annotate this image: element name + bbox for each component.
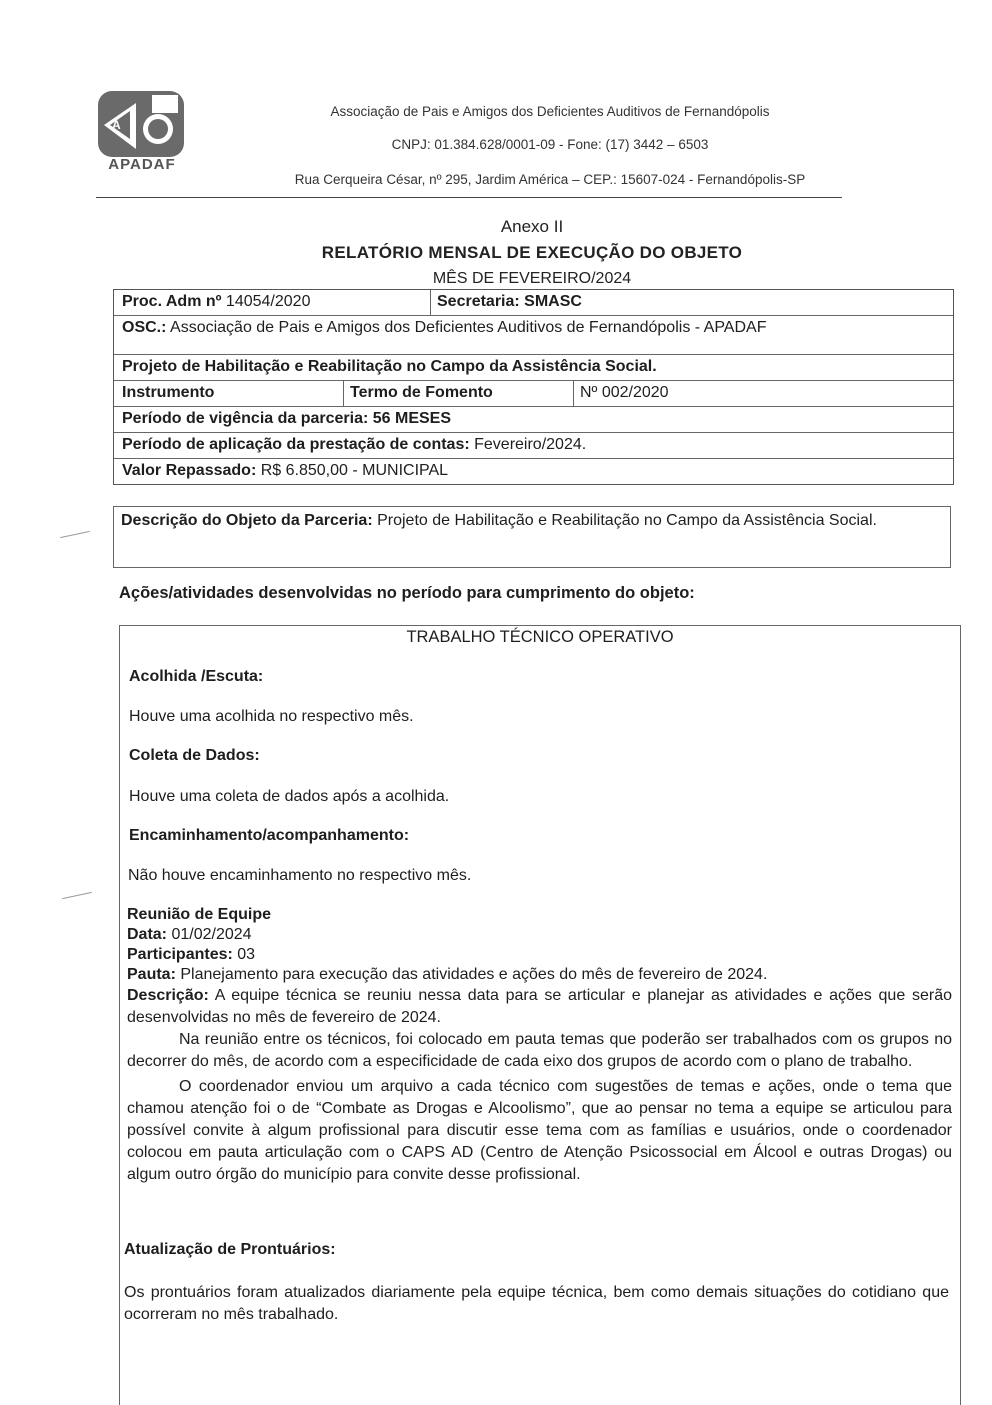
reuniao-pauta <box>127 965 952 985</box>
reuniao-heading: Reunião de Equipe <box>127 906 272 923</box>
coleta-text: Houve uma coleta de dados após a acolhida. <box>129 788 450 805</box>
aplicacao-label: Período de aplicação da prestação de contas: <box>122 436 470 453</box>
pauta-value: Planejamento para execução das atividades e ações do mês de fevereiro de 2024. <box>175 966 768 983</box>
address-line: Rua Cerqueira César, nº 295, Jardim América – CEP.: 15607-024 - Fernandópolis-SP <box>294 172 806 187</box>
prontuarios-heading: Atualização de Prontuários: <box>124 1241 336 1258</box>
info-row-instrumento <box>114 380 953 406</box>
projeto-row: Projeto de Habilitação e Reabilitação no Campo da Assistência Social. <box>114 354 953 380</box>
month-title: MÊS DE FEVEREIRO/2024 <box>432 270 632 287</box>
proc-label: Proc. Adm nº <box>122 293 222 310</box>
prontuarios-text: Os prontuários foram atualizados diariamente pela equipe técnica, bem como demais situações do cotidiano que ocorreram no mês trabalhado. <box>124 1284 949 1323</box>
trabalho-title: TRABALHO TÉCNICO OPERATIVO <box>406 628 674 646</box>
info-row-proc <box>114 290 953 315</box>
info-row-osc <box>114 315 953 354</box>
svg-text:A: A <box>112 118 121 132</box>
reuniao-participantes <box>127 945 952 965</box>
participantes-label: Participantes: <box>127 946 233 963</box>
participantes-value: 03 <box>232 946 256 963</box>
reuniao-paragraph-2: O coordenador enviou um arquivo a cada técnico com sugestões de temas e ações, onde o tema que chamou atenção foi o de “Combate as Drogas e Alcoolismo”, que ao pensar no tema a equipe se articulou para possível convite à algum profissional para discutir esse tema com as famílias e usuários, onde o coordenador colocou em pauta articulação com o CAPS AD (Centro de Atenção Psicossocial em Álcool e outras Drogas) ou algum outro órgão do município para convite desse profissional. <box>127 1078 952 1183</box>
acoes-heading: Ações/atividades desenvolvidas no período para cumprimento do objeto: <box>119 584 695 602</box>
acolhida-text: Houve uma acolhida no respectivo mês. <box>129 708 414 725</box>
descricao-value: Projeto de Habilitação e Reabilitação no Campo da Assistência Social. <box>372 512 877 529</box>
data-value: 01/02/2024 <box>167 926 252 943</box>
valor-label: Valor Repassado: <box>122 462 257 479</box>
info-row-aplicacao <box>114 432 953 458</box>
reuniao-section <box>127 905 952 1186</box>
data-label: Data: <box>127 926 168 943</box>
margin-mark <box>62 892 92 899</box>
reuniao-paragraph-1: Na reunião entre os técnicos, foi colocado em pauta temas que poderão ser trabalhados com os grupos no decorrer do mês, de acordo com a especificidade de cada eixo dos grupos de acordo com o plano de trabalho. <box>127 1031 952 1070</box>
descricao-reuniao-label: Descrição: <box>127 987 209 1004</box>
org-name: Associação de Pais e Amigos dos Deficientes Auditivos de Fernandópolis <box>330 104 770 119</box>
info-row-valor <box>114 458 953 484</box>
descricao-box <box>113 506 951 568</box>
pauta-label: Pauta: <box>127 966 176 983</box>
apadaf-logo-icon <box>96 89 188 159</box>
descricao-label: Descrição do Objeto da Parceria: <box>121 512 373 529</box>
encaminhamento-text: Não houve encaminhamento no respectivo mês. <box>128 867 472 884</box>
numero-cell: Nº 002/2020 <box>573 381 669 406</box>
report-title: RELATÓRIO MENSAL DE EXECUÇÃO DO OBJETO <box>321 243 743 262</box>
header-divider <box>96 197 842 198</box>
instrumento-label: Instrumento <box>122 384 215 401</box>
descricao-reuniao-value: A equipe técnica se reuniu nessa data para se articular e planejar as atividades e ações que serão desenvolvidas no mês de fevereiro de 2024. <box>127 987 952 1026</box>
vigencia-row: Período de vigência da parceria: 56 MESES <box>114 406 953 432</box>
aplicacao-value: Fevereiro/2024. <box>469 436 587 453</box>
termo-cell: Termo de Fomento <box>343 381 493 406</box>
valor-value: R$ 6.850,00 - MUNICIPAL <box>256 462 449 479</box>
cnpj-line: CNPJ: 01.384.628/0001-09 - Fone: (17) 3442 – 6503 <box>391 137 709 152</box>
logo-text: APADAF <box>108 156 176 173</box>
reuniao-descricao <box>127 985 952 1029</box>
reuniao-data <box>127 925 952 945</box>
osc-value: Associação de Pais e Amigos dos Deficientes Auditivos de Fernandópolis - APADAF <box>166 319 767 336</box>
acolhida-heading: Acolhida /Escuta: <box>129 668 264 685</box>
coleta-heading: Coleta de Dados: <box>129 747 260 764</box>
margin-mark <box>60 531 90 538</box>
proc-value: 14054/2020 <box>221 293 311 310</box>
annex-title: Anexo II <box>500 217 564 236</box>
osc-label: OSC.: <box>122 319 167 336</box>
secretaria-cell: Secretaria: SMASC <box>430 290 582 315</box>
trabalho-box <box>119 625 961 1405</box>
info-table <box>113 289 954 485</box>
encaminhamento-heading: Encaminhamento/acompanhamento: <box>129 827 410 844</box>
